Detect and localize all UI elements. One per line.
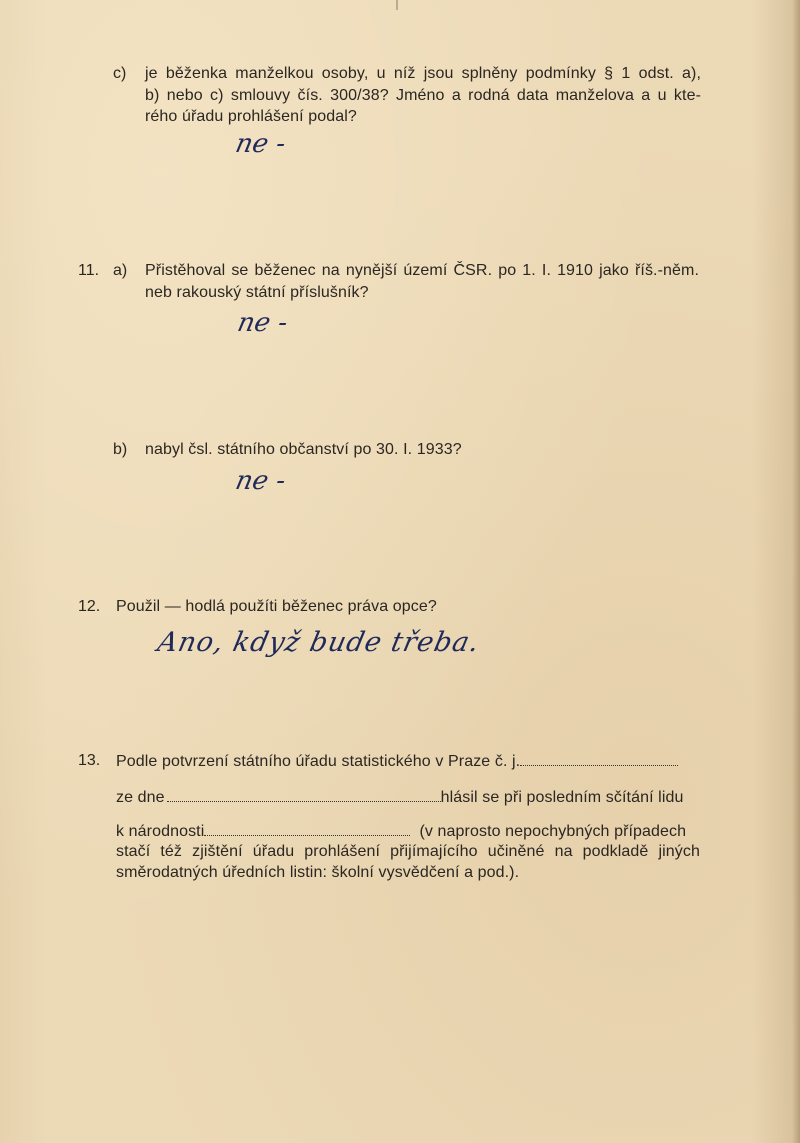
q13-line-2 [116,787,683,808]
paper-edge [792,0,800,1143]
q10c-line-1: je běženka manželkou osoby, u níž jsou splněny podmínky § 1 odst. a), [145,65,701,82]
q10c-line-2: b) nebo c) smlouvy čís. 300/38? Jméno a rodná data manželova a u kte- [145,87,701,104]
q13-date-label: ze dne [116,789,165,806]
q11b-line-1: nabyl čsl. státního občanství po 30. I. 1933? [145,441,462,458]
q11b-handwritten-answer: ne - [232,466,289,496]
q13-line-4: stačí též zjištění úřadu prohlášení přijímajícího učiněné na podkladě jiných [116,843,700,860]
q10c-handwritten-answer: ne - [232,129,289,159]
q11a-handwritten-answer: ne - [234,308,291,338]
q13-date-field[interactable] [167,787,441,802]
q11a-line-2: neb rakouský státní příslušník? [145,284,369,301]
q13-line-1-text: Podle potvrzení státního úřadu statistického v Praze č. j. [116,753,521,770]
q12-number: 12. [78,598,101,615]
q10c-marker: c) [113,65,127,82]
q13-line-2-text: hlásil se při posledním sčítání lidu [440,789,684,806]
q13-nationality-label: k národnosti [116,823,205,840]
q12-line-1: Použil — hodlá použíti běženec práva opce? [116,598,437,615]
q13-line-3 [116,821,686,842]
q11b-marker: b) [113,441,128,458]
paper-mark [396,0,398,10]
q11-number: 11. [78,262,100,279]
q11a-marker: a) [113,262,128,279]
q13-line-3-text: (v naprosto nepochybných případech [419,823,687,840]
q13-nationality-field[interactable] [204,821,410,836]
q10c-line-3: rého úřadu prohlášení podal? [145,108,357,125]
q13-number: 13. [78,752,101,769]
q13-reference-number-field[interactable] [520,751,678,766]
q13-line-1 [116,751,678,772]
q12-handwritten-answer: Ano, když bude třeba. [154,627,483,658]
q13-line-5: směrodatných úředních listin: školní vysvědčení a pod.). [116,864,520,881]
q11a-line-1: Přistěhoval se běženec na nynější území ČSR. po 1. I. 1910 jako říš.-něm. [145,262,699,279]
